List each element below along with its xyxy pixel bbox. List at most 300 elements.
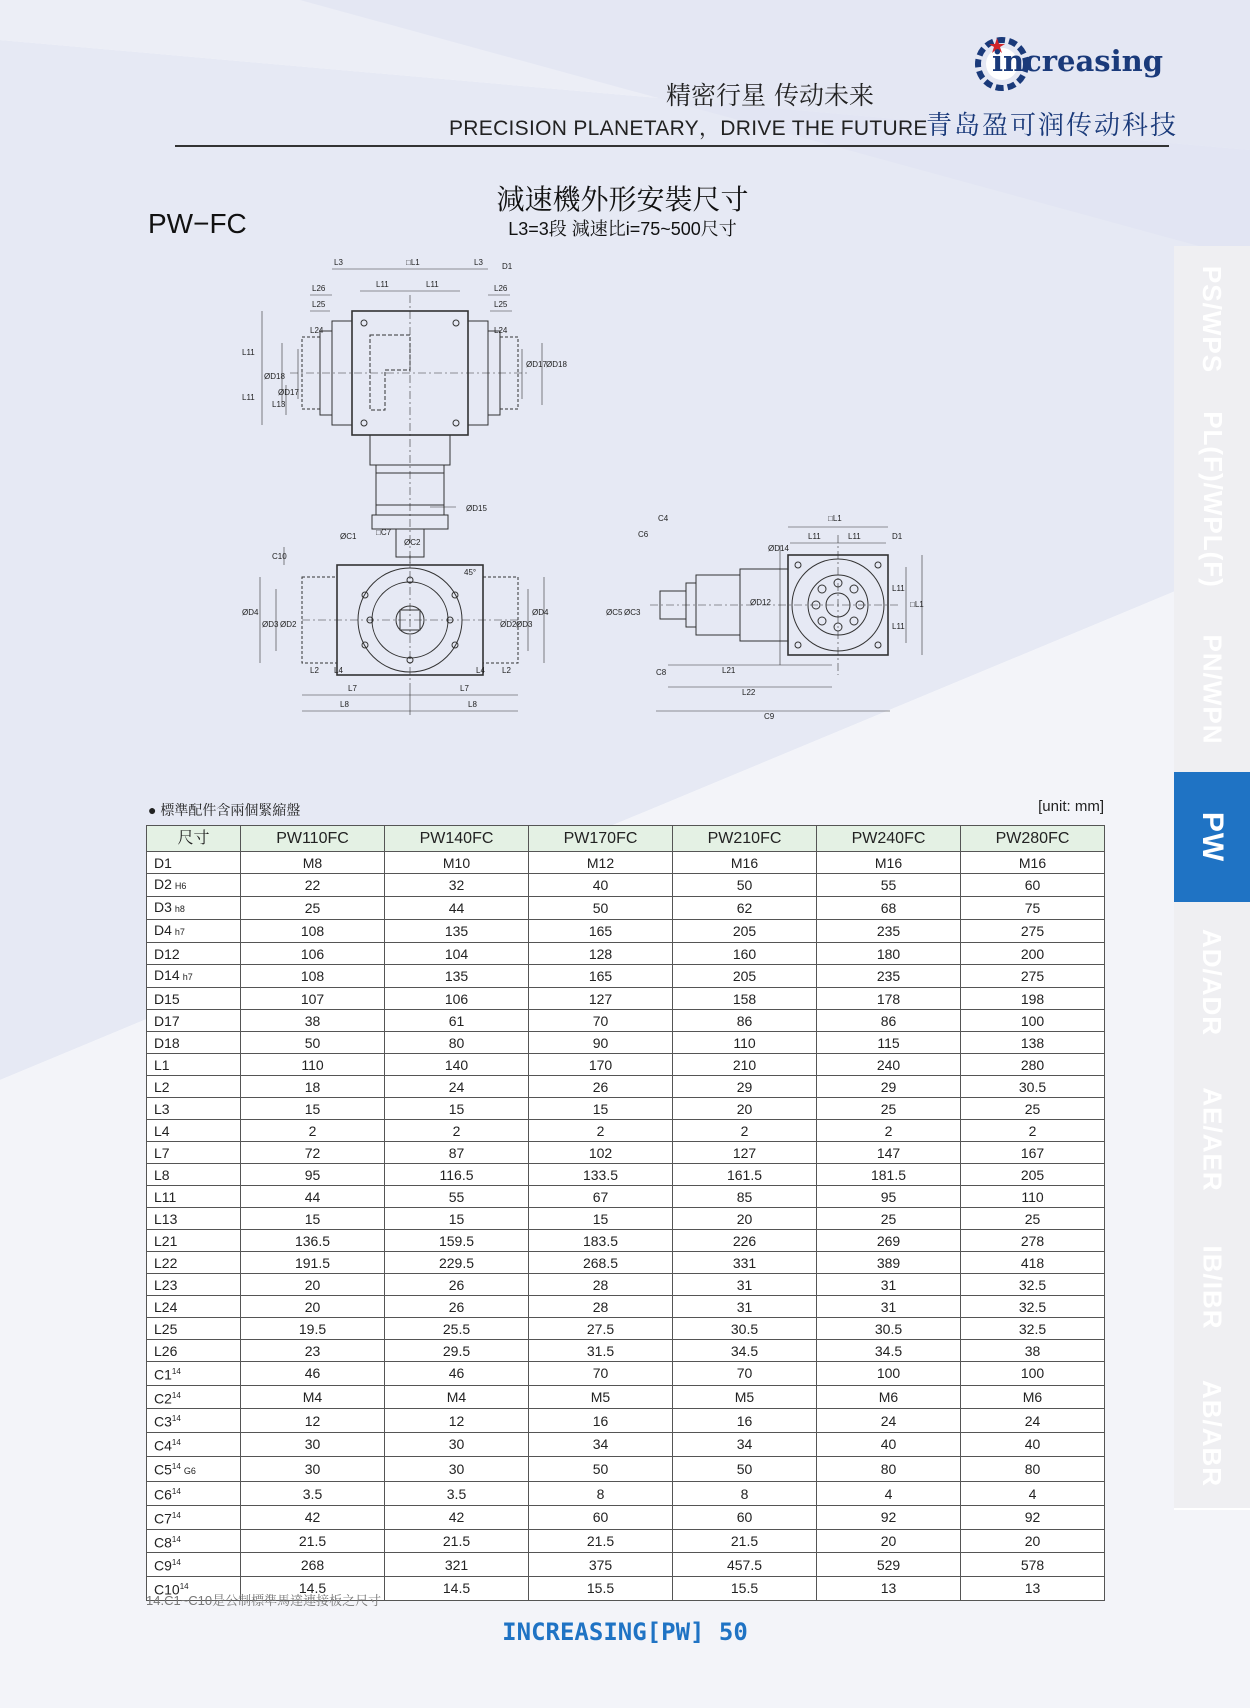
row-label-name: L24 bbox=[154, 1298, 178, 1315]
svg-text:□C7: □C7 bbox=[376, 528, 392, 537]
table-cell: 26 bbox=[385, 1296, 529, 1318]
svg-text:L25: L25 bbox=[312, 300, 326, 309]
table-cell: 4 bbox=[961, 1482, 1105, 1506]
table-cell: 205 bbox=[961, 1164, 1105, 1186]
table-cell: 25 bbox=[817, 1208, 961, 1230]
table-cell: 38 bbox=[961, 1340, 1105, 1362]
table-cell: 106 bbox=[241, 943, 385, 965]
row-label-name: L1 bbox=[154, 1056, 170, 1073]
svg-text:ØD3: ØD3 bbox=[516, 620, 533, 629]
row-label-tolerance: h8 bbox=[174, 904, 185, 914]
row-label-name: D12 bbox=[154, 945, 180, 962]
table-cell: 183.5 bbox=[529, 1230, 673, 1252]
table-cell: M16 bbox=[673, 852, 817, 874]
table-cell: 100 bbox=[961, 1010, 1105, 1032]
svg-text:L4: L4 bbox=[334, 666, 343, 675]
table-cell: 235 bbox=[817, 965, 961, 988]
row-label-name: L22 bbox=[154, 1254, 178, 1271]
dimension-table bbox=[146, 825, 1105, 1601]
table-cell: 106 bbox=[385, 988, 529, 1010]
table-cell: 75 bbox=[961, 897, 1105, 920]
page-footer: INCREASING[PW] 50 bbox=[502, 1618, 748, 1646]
table-cell: 161.5 bbox=[673, 1164, 817, 1186]
table-cell: 127 bbox=[673, 1142, 817, 1164]
table-cell: 140 bbox=[385, 1054, 529, 1076]
table-row bbox=[147, 1054, 1105, 1076]
table-cell: 20 bbox=[241, 1274, 385, 1296]
svg-text:L22: L22 bbox=[742, 688, 756, 697]
table-row bbox=[147, 1142, 1105, 1164]
tab-ps-wps[interactable] bbox=[1174, 246, 1250, 394]
table-cell: 28 bbox=[529, 1274, 673, 1296]
page-title: 減速機外形安裝尺寸 bbox=[496, 183, 749, 216]
row-label-name: L3 bbox=[154, 1100, 170, 1117]
table-cell: 8 bbox=[673, 1482, 817, 1506]
table-cell: 205 bbox=[673, 920, 817, 943]
row-label-sup: 14 bbox=[171, 1558, 181, 1568]
row-label bbox=[147, 874, 241, 897]
tab-pw[interactable] bbox=[1174, 772, 1250, 904]
table-cell: 40 bbox=[961, 1432, 1105, 1456]
svg-text:L3: L3 bbox=[474, 258, 483, 267]
row-label-name: D4 bbox=[154, 922, 172, 938]
svg-text:L8: L8 bbox=[468, 700, 477, 709]
table-cell: 87 bbox=[385, 1142, 529, 1164]
table-cell: 30.5 bbox=[673, 1318, 817, 1340]
table-row bbox=[147, 1409, 1105, 1433]
table-cell: 13 bbox=[817, 1576, 961, 1600]
table-cell: 23 bbox=[241, 1340, 385, 1362]
table-row bbox=[147, 1252, 1105, 1274]
table-cell: 229.5 bbox=[385, 1252, 529, 1274]
table-row bbox=[147, 1296, 1105, 1318]
table-cell: 24 bbox=[961, 1409, 1105, 1433]
row-label bbox=[147, 1120, 241, 1142]
svg-text:L2: L2 bbox=[502, 666, 511, 675]
row-label bbox=[147, 1482, 241, 1506]
table-cell: 50 bbox=[241, 1032, 385, 1054]
table-cell: 167 bbox=[961, 1142, 1105, 1164]
row-label-sup: 14 bbox=[179, 1581, 189, 1591]
table-row bbox=[147, 1076, 1105, 1098]
table-cell: 25 bbox=[961, 1098, 1105, 1120]
row-label-name: C2 bbox=[154, 1390, 172, 1407]
row-label-name: C9 bbox=[154, 1557, 172, 1574]
table-cell: 31 bbox=[817, 1296, 961, 1318]
table-cell: 110 bbox=[241, 1054, 385, 1076]
table-cell: 42 bbox=[385, 1505, 529, 1529]
svg-text:L2: L2 bbox=[310, 666, 319, 675]
table-cell: 457.5 bbox=[673, 1553, 817, 1577]
tab-ab-abr[interactable] bbox=[1174, 1358, 1250, 1510]
unit-label: [unit: mm] bbox=[1038, 798, 1104, 815]
table-row bbox=[147, 1432, 1105, 1456]
table-cell: 14.5 bbox=[385, 1576, 529, 1600]
table-cell: 147 bbox=[817, 1142, 961, 1164]
table-cell: 50 bbox=[529, 1456, 673, 1482]
table-cell: 70 bbox=[673, 1362, 817, 1386]
table-cell: 85 bbox=[673, 1186, 817, 1208]
table-cell: 389 bbox=[817, 1252, 961, 1274]
svg-text:L11: L11 bbox=[426, 280, 439, 289]
table-cell: 205 bbox=[673, 965, 817, 988]
svg-text:L13: L13 bbox=[272, 400, 286, 409]
row-label-tolerance: G6 bbox=[183, 1466, 196, 1477]
row-label bbox=[147, 1252, 241, 1274]
tab-ae-aer[interactable] bbox=[1174, 1062, 1250, 1218]
svg-text:L24: L24 bbox=[310, 326, 324, 335]
table-cell: 16 bbox=[673, 1409, 817, 1433]
table-cell: 159.5 bbox=[385, 1230, 529, 1252]
row-label bbox=[147, 920, 241, 943]
row-label-name: C4 bbox=[154, 1437, 172, 1454]
table-row bbox=[147, 943, 1105, 965]
side-view-drawing bbox=[606, 514, 924, 721]
header-cell: PW210FC bbox=[673, 826, 817, 852]
table-cell: 104 bbox=[385, 943, 529, 965]
table-cell: 100 bbox=[961, 1362, 1105, 1386]
table-cell: 13 bbox=[961, 1576, 1105, 1600]
svg-text:ØD2: ØD2 bbox=[500, 620, 517, 629]
table-cell: 29.5 bbox=[385, 1340, 529, 1362]
row-label-name: C7 bbox=[154, 1510, 172, 1527]
table-cell: 21.5 bbox=[673, 1529, 817, 1553]
table-cell: 2 bbox=[817, 1120, 961, 1142]
logo-text: increasing bbox=[992, 44, 1163, 78]
table-cell: 29 bbox=[817, 1076, 961, 1098]
tab-pn-wpn[interactable] bbox=[1174, 606, 1250, 774]
table-cell: 116.5 bbox=[385, 1164, 529, 1186]
header-cell: PW280FC bbox=[961, 826, 1105, 852]
row-label bbox=[147, 988, 241, 1010]
table-cell: 12 bbox=[385, 1409, 529, 1433]
table-cell: 108 bbox=[241, 965, 385, 988]
row-label bbox=[147, 1362, 241, 1386]
row-label-sup: 14 bbox=[171, 1367, 181, 1376]
table-cell: 12 bbox=[241, 1409, 385, 1433]
top-view-drawing bbox=[242, 258, 567, 565]
table-row bbox=[147, 852, 1105, 874]
svg-text:C4: C4 bbox=[658, 514, 669, 523]
svg-text:L4: L4 bbox=[476, 666, 485, 675]
table-row bbox=[147, 1010, 1105, 1032]
table-row bbox=[147, 1230, 1105, 1252]
table-cell: 21.5 bbox=[385, 1529, 529, 1553]
table-cell: 278 bbox=[961, 1230, 1105, 1252]
row-label bbox=[147, 1296, 241, 1318]
table-cell: 165 bbox=[529, 965, 673, 988]
table-cell: 92 bbox=[961, 1505, 1105, 1529]
svg-text:L11: L11 bbox=[892, 584, 905, 593]
table-cell: 160 bbox=[673, 943, 817, 965]
table-row bbox=[147, 1032, 1105, 1054]
svg-text:C10: C10 bbox=[272, 552, 287, 561]
svg-text:C6: C6 bbox=[638, 530, 649, 539]
tab-ib-ibr[interactable] bbox=[1174, 1216, 1250, 1360]
svg-text:ØD18: ØD18 bbox=[546, 360, 567, 369]
svg-text:ØD15: ØD15 bbox=[466, 504, 487, 513]
table-row bbox=[147, 1208, 1105, 1230]
table-row bbox=[147, 1553, 1105, 1577]
tab-pl-wpl[interactable] bbox=[1174, 392, 1250, 608]
row-label bbox=[147, 1098, 241, 1120]
table-row bbox=[147, 1098, 1105, 1120]
table-cell: 15 bbox=[385, 1098, 529, 1120]
table-cell: 529 bbox=[817, 1553, 961, 1577]
tab-label: PS/WPS bbox=[1197, 265, 1228, 373]
table-cell: M12 bbox=[529, 852, 673, 874]
table-cell: 30.5 bbox=[817, 1318, 961, 1340]
table-cell: M5 bbox=[529, 1385, 673, 1409]
table-row bbox=[147, 1529, 1105, 1553]
row-label bbox=[147, 1505, 241, 1529]
svg-text:D1: D1 bbox=[892, 532, 903, 541]
table-cell: 110 bbox=[673, 1032, 817, 1054]
row-label-sup: 14 bbox=[171, 1510, 181, 1520]
table-row bbox=[147, 1505, 1105, 1529]
model-name: PW−FC bbox=[148, 208, 247, 239]
table-cell: 31.5 bbox=[529, 1340, 673, 1362]
slogan-en: PRECISION PLANETARY，DRIVE THE FUTURE bbox=[449, 117, 928, 140]
table-row bbox=[147, 1186, 1105, 1208]
table-cell: 50 bbox=[673, 1456, 817, 1482]
table-cell: 158 bbox=[673, 988, 817, 1010]
table-cell: 68 bbox=[817, 897, 961, 920]
svg-text:L26: L26 bbox=[312, 284, 326, 293]
table-cell: 375 bbox=[529, 1553, 673, 1577]
row-label-name: C3 bbox=[154, 1413, 172, 1430]
row-label-sup: 14 bbox=[171, 1461, 181, 1471]
table-cell: 136.5 bbox=[241, 1230, 385, 1252]
header-cell: PW240FC bbox=[817, 826, 961, 852]
table-cell: 55 bbox=[817, 874, 961, 897]
table-cell: M4 bbox=[241, 1385, 385, 1409]
table-cell: 34.5 bbox=[673, 1340, 817, 1362]
table-cell: 61 bbox=[385, 1010, 529, 1032]
svg-text:L11: L11 bbox=[892, 622, 905, 631]
table-cell: 27.5 bbox=[529, 1318, 673, 1340]
table-cell: 15 bbox=[241, 1098, 385, 1120]
table-cell: 198 bbox=[961, 988, 1105, 1010]
table-row bbox=[147, 1385, 1105, 1409]
table-cell: 60 bbox=[961, 874, 1105, 897]
row-label bbox=[147, 1142, 241, 1164]
svg-text:ØC5: ØC5 bbox=[606, 608, 623, 617]
table-cell: 30 bbox=[241, 1432, 385, 1456]
svg-text:ØD12: ØD12 bbox=[750, 598, 771, 607]
table-cell: 110 bbox=[961, 1186, 1105, 1208]
table-cell: 30 bbox=[385, 1432, 529, 1456]
table-cell: 170 bbox=[529, 1054, 673, 1076]
table-cell: 20 bbox=[817, 1529, 961, 1553]
table-cell: 275 bbox=[961, 965, 1105, 988]
table-cell: 70 bbox=[529, 1010, 673, 1032]
table-cell: 70 bbox=[529, 1362, 673, 1386]
table-cell: 86 bbox=[673, 1010, 817, 1032]
table-cell: 40 bbox=[529, 874, 673, 897]
row-label-name: D2 bbox=[154, 876, 172, 892]
table-cell: 280 bbox=[961, 1054, 1105, 1076]
table-row bbox=[147, 1340, 1105, 1362]
table-row bbox=[147, 897, 1105, 920]
row-label-name: D15 bbox=[154, 990, 180, 1007]
row-label bbox=[147, 1032, 241, 1054]
row-label bbox=[147, 1208, 241, 1230]
row-label-name: D18 bbox=[154, 1034, 180, 1051]
table-cell: 42 bbox=[241, 1505, 385, 1529]
table-cell: 38 bbox=[241, 1010, 385, 1032]
row-label-name: D1 bbox=[154, 854, 172, 871]
svg-text:L11: L11 bbox=[808, 532, 821, 541]
table-cell: 2 bbox=[673, 1120, 817, 1142]
table-cell: 115 bbox=[817, 1032, 961, 1054]
row-label-sup: 14 bbox=[171, 1487, 181, 1497]
svg-text:ØD3: ØD3 bbox=[262, 620, 279, 629]
row-label bbox=[147, 1010, 241, 1032]
table-cell: 24 bbox=[817, 1409, 961, 1433]
table-cell: 127 bbox=[529, 988, 673, 1010]
svg-text:L25: L25 bbox=[494, 300, 508, 309]
table-cell: 331 bbox=[673, 1252, 817, 1274]
svg-text:D1: D1 bbox=[502, 262, 513, 271]
table-cell: 26 bbox=[529, 1076, 673, 1098]
table-cell: 2 bbox=[529, 1120, 673, 1142]
row-label-name: L25 bbox=[154, 1320, 178, 1337]
row-label-name: L7 bbox=[154, 1144, 170, 1161]
technical-drawings bbox=[242, 255, 1010, 780]
table-cell: 92 bbox=[817, 1505, 961, 1529]
table-cell: 107 bbox=[241, 988, 385, 1010]
tab-label: PN/WPN bbox=[1197, 634, 1228, 744]
table-cell: 2 bbox=[961, 1120, 1105, 1142]
row-label bbox=[147, 1054, 241, 1076]
table-cell: 55 bbox=[385, 1186, 529, 1208]
table-cell: 268 bbox=[241, 1553, 385, 1577]
table-cell: 2 bbox=[241, 1120, 385, 1142]
svg-text:L3: L3 bbox=[334, 258, 343, 267]
svg-text:L8: L8 bbox=[340, 700, 349, 709]
table-cell: 46 bbox=[385, 1362, 529, 1386]
svg-text:L26: L26 bbox=[494, 284, 508, 293]
table-cell: M16 bbox=[961, 852, 1105, 874]
table-cell: 191.5 bbox=[241, 1252, 385, 1274]
table-cell: 578 bbox=[961, 1553, 1105, 1577]
table-cell: 135 bbox=[385, 920, 529, 943]
svg-text:□L1: □L1 bbox=[406, 258, 420, 267]
table-cell: 80 bbox=[817, 1456, 961, 1482]
table-cell: 178 bbox=[817, 988, 961, 1010]
table-cell: 86 bbox=[817, 1010, 961, 1032]
svg-text:ØC3: ØC3 bbox=[624, 608, 641, 617]
row-label-name: C10 bbox=[154, 1581, 180, 1598]
table-cell: 80 bbox=[961, 1456, 1105, 1482]
table-cell: 95 bbox=[817, 1186, 961, 1208]
table-cell: 31 bbox=[817, 1274, 961, 1296]
table-cell: 21.5 bbox=[529, 1529, 673, 1553]
table-row bbox=[147, 1318, 1105, 1340]
table-cell: 2 bbox=[385, 1120, 529, 1142]
row-label bbox=[147, 1432, 241, 1456]
row-label bbox=[147, 1456, 241, 1482]
row-label bbox=[147, 897, 241, 920]
table-cell: 62 bbox=[673, 897, 817, 920]
table-cell: 32.5 bbox=[961, 1318, 1105, 1340]
table-cell: 3.5 bbox=[385, 1482, 529, 1506]
table-cell: 138 bbox=[961, 1032, 1105, 1054]
row-label-tolerance: h7 bbox=[174, 927, 185, 937]
svg-text:□L1: □L1 bbox=[910, 600, 924, 609]
svg-text:L24: L24 bbox=[494, 326, 508, 335]
header-cell: PW110FC bbox=[241, 826, 385, 852]
table-cell: 269 bbox=[817, 1230, 961, 1252]
svg-text:ØD4: ØD4 bbox=[242, 608, 259, 617]
table-row bbox=[147, 1120, 1105, 1142]
table-cell: 60 bbox=[673, 1505, 817, 1529]
table-cell: M4 bbox=[385, 1385, 529, 1409]
table-cell: 14.5 bbox=[241, 1576, 385, 1600]
company-name-cn: 青岛盈可润传动科技 bbox=[926, 111, 1179, 141]
row-label bbox=[147, 1318, 241, 1340]
footnote: 14.C1~C10是公制標準馬達連接板之尺寸 bbox=[146, 1593, 382, 1608]
table-cell: 16 bbox=[529, 1409, 673, 1433]
table-cell: 19.5 bbox=[241, 1318, 385, 1340]
table-cell: 180 bbox=[817, 943, 961, 965]
table-cell: 50 bbox=[529, 897, 673, 920]
table-cell: M10 bbox=[385, 852, 529, 874]
row-label-name: L8 bbox=[154, 1166, 170, 1183]
table-cell: 28 bbox=[529, 1296, 673, 1318]
tab-label: AD/ADR bbox=[1197, 928, 1228, 1036]
table-cell: 275 bbox=[961, 920, 1105, 943]
row-label bbox=[147, 1529, 241, 1553]
header-cell: 尺寸 bbox=[147, 826, 241, 852]
table-cell: M8 bbox=[241, 852, 385, 874]
table-cell: 32 bbox=[385, 874, 529, 897]
table-cell: 67 bbox=[529, 1186, 673, 1208]
svg-text:C8: C8 bbox=[656, 668, 667, 677]
row-label-name: L26 bbox=[154, 1342, 178, 1359]
table-cell: 4 bbox=[817, 1482, 961, 1506]
table-cell: M6 bbox=[817, 1385, 961, 1409]
table-cell: 128 bbox=[529, 943, 673, 965]
tab-label: PW bbox=[1195, 811, 1229, 863]
table-cell: 90 bbox=[529, 1032, 673, 1054]
table-cell: 100 bbox=[817, 1362, 961, 1386]
table-row bbox=[147, 988, 1105, 1010]
table-cell: 15.5 bbox=[673, 1576, 817, 1600]
table-cell: 3.5 bbox=[241, 1482, 385, 1506]
svg-text:ØC2: ØC2 bbox=[404, 538, 421, 547]
table-cell: M5 bbox=[673, 1385, 817, 1409]
row-label-name: L4 bbox=[154, 1122, 170, 1139]
table-cell: 20 bbox=[673, 1208, 817, 1230]
table-cell: 25 bbox=[241, 897, 385, 920]
table-cell: 34 bbox=[673, 1432, 817, 1456]
row-label-name: C5 bbox=[154, 1461, 172, 1478]
table-cell: M6 bbox=[961, 1385, 1105, 1409]
row-label bbox=[147, 965, 241, 988]
table-cell: 200 bbox=[961, 943, 1105, 965]
svg-text:ØD2: ØD2 bbox=[280, 620, 297, 629]
row-label-name: L23 bbox=[154, 1276, 178, 1293]
table-cell: 181.5 bbox=[817, 1164, 961, 1186]
row-label-sup: 14 bbox=[171, 1390, 181, 1400]
table-cell: 26 bbox=[385, 1274, 529, 1296]
table-cell: 24 bbox=[385, 1076, 529, 1098]
table-cell: 226 bbox=[673, 1230, 817, 1252]
tab-ad-adr[interactable] bbox=[1174, 902, 1250, 1064]
svg-text:L11: L11 bbox=[376, 280, 389, 289]
